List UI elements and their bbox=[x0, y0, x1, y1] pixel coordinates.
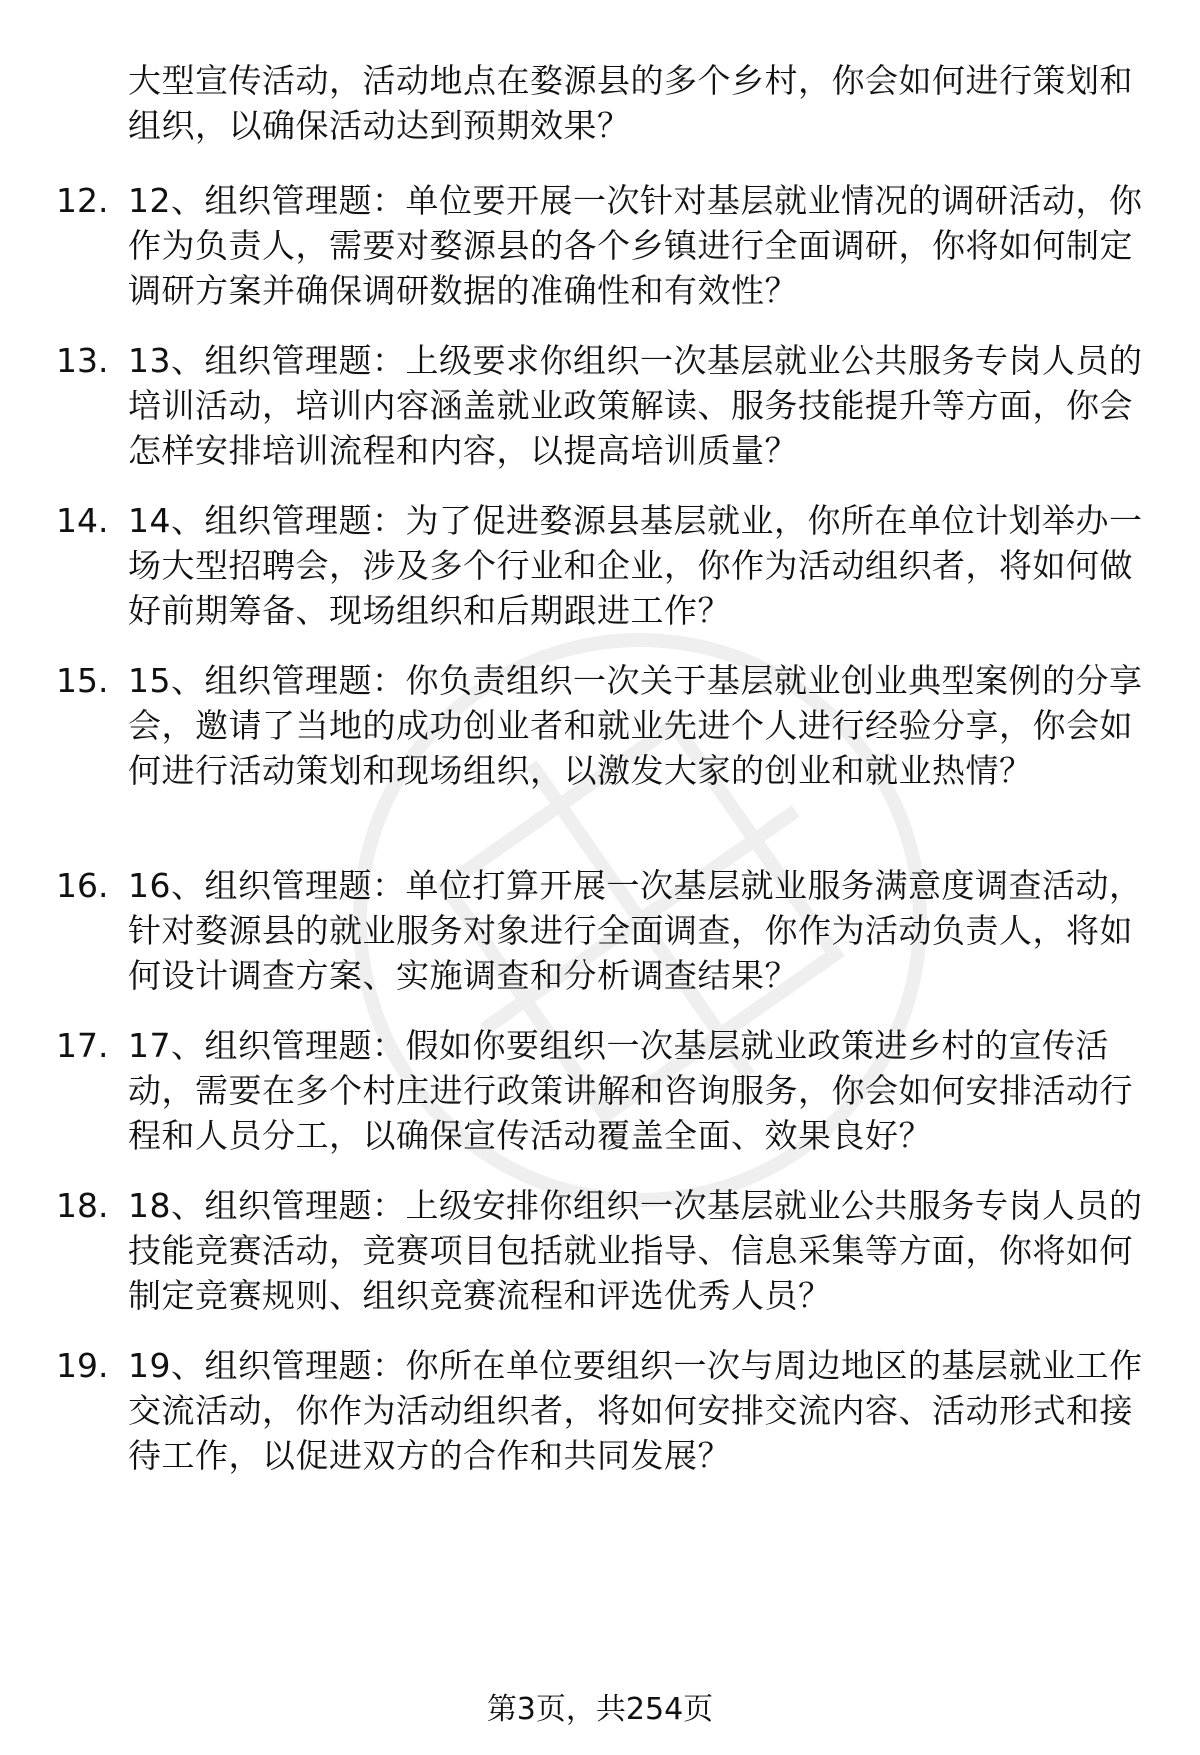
question-number: 18. bbox=[56, 1186, 109, 1225]
question-text: 17、组织管理题：假如你要组织一次基层就业政策进乡村的宣传活动，需要在多个村庄进行政策讲解和咨询服务，你会如何安排活动行程和人员分工，以确保宣传活动覆盖全面、效果良好？ bbox=[128, 1026, 1133, 1155]
question-text: 13、组织管理题：上级要求你组织一次基层就业公共服务专岗人员的培训活动，培训内容涵盖就业政策解读、服务技能提升等方面，你会怎样安排培训流程和内容，以提高培训质量？ bbox=[128, 341, 1143, 470]
page-footer: 第3页，共254页 bbox=[486, 1692, 714, 1727]
question-text: 16、组织管理题：单位打算开展一次基层就业服务满意度调查活动，针对婺源县的就业服务对象进行全面调查，你作为活动负责人，将如何设计调查方案、实施调查和分析调查结果？ bbox=[128, 866, 1143, 995]
question-text: 14、组织管理题：为了促进婺源县基层就业，你所在单位计划举办一场大型招聘会，涉及多个行业和企业，你作为活动组织者，将如何做好前期筹备、现场组织和后期跟进工作？ bbox=[128, 501, 1143, 630]
question-number: 12. bbox=[56, 181, 109, 220]
question-text: 12、组织管理题：单位要开展一次针对基层就业情况的调研活动，你作为负责人，需要对婺源县的各个乡镇进行全面调研，你将如何制定调研方案并确保调研数据的准确性和有效性？ bbox=[128, 181, 1143, 310]
question-number: 15. bbox=[56, 661, 109, 700]
question-text: 18、组织管理题：上级安排你组织一次基层就业公共服务专岗人员的技能竞赛活动，竞赛项目包括就业指导、信息采集等方面，你将如何制定竞赛规则、组织竞赛流程和评选优秀人员？ bbox=[128, 1186, 1143, 1315]
question-number: 17. bbox=[56, 1026, 109, 1065]
question-number: 19. bbox=[56, 1346, 109, 1385]
continued-question-text: 大型宣传活动，活动地点在婺源县的多个乡村，你会如何进行策划和组织，以确保活动达到预期效果？ bbox=[128, 61, 1133, 145]
question-number: 16. bbox=[56, 866, 109, 905]
question-text: 19、组织管理题：你所在单位要组织一次与周边地区的基层就业工作交流活动，你作为活动组织者，将如何安排交流内容、活动形式和接待工作，以促进双方的合作和共同发展？ bbox=[128, 1346, 1143, 1475]
question-number: 14. bbox=[56, 501, 109, 540]
question-number: 13. bbox=[56, 341, 109, 380]
question-text: 15、组织管理题：你负责组织一次关于基层就业创业典型案例的分享会，邀请了当地的成功创业者和就业先进个人进行经验分享，你会如何进行活动策划和现场组织，以激发大家的创业和就业热情？ bbox=[128, 661, 1143, 790]
